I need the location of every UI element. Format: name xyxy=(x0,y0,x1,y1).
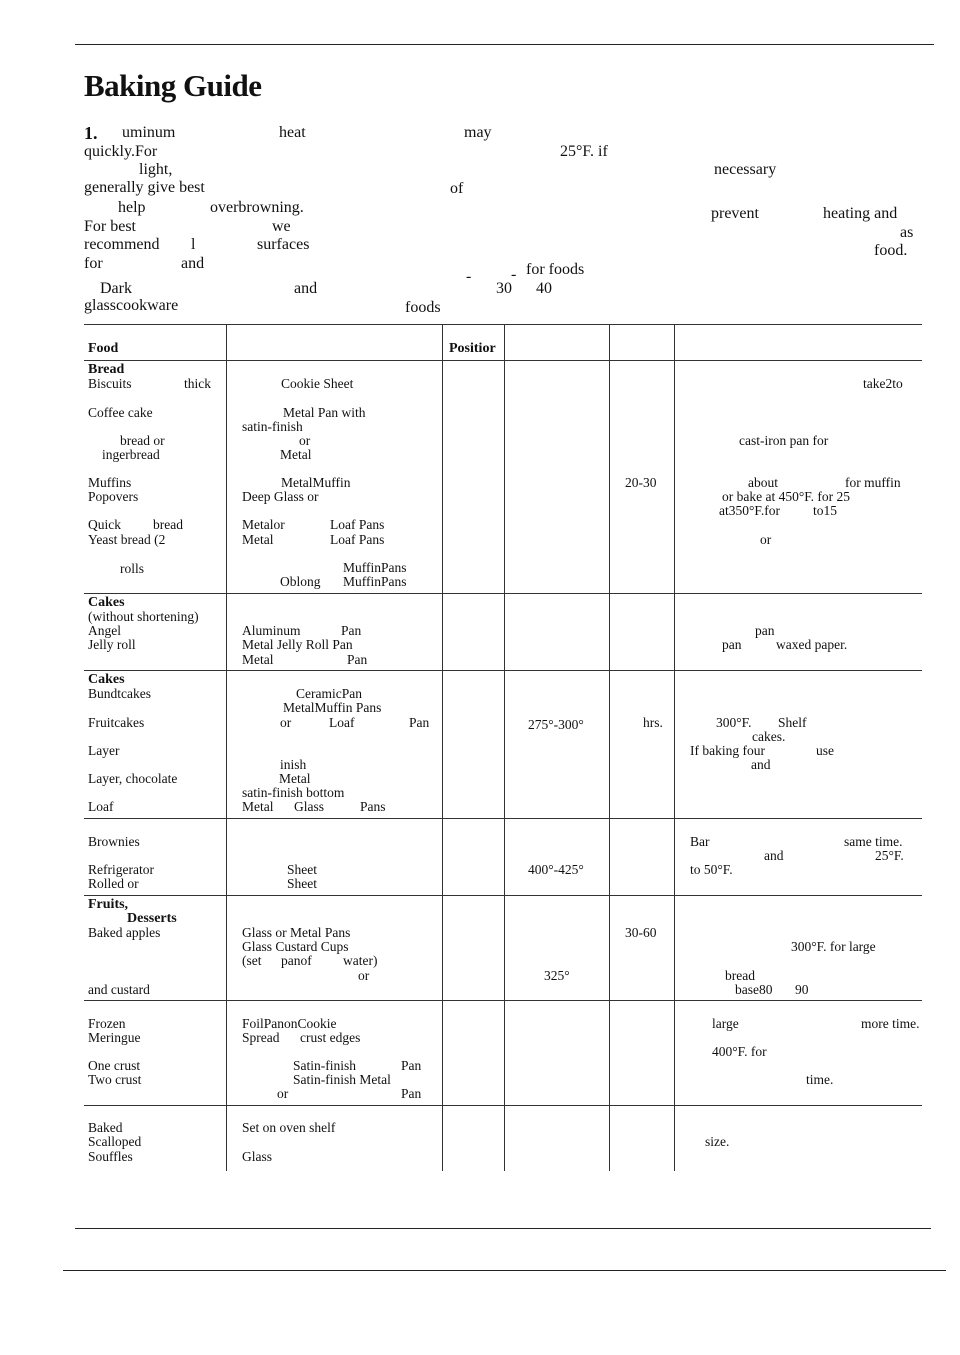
table-cell-text: satin-finish xyxy=(242,419,303,434)
table-cell-text: to 50°F. xyxy=(690,862,733,877)
table-cell-text: pan xyxy=(755,623,775,638)
table-cell-text: Fruits, xyxy=(88,897,129,912)
table-cell-text: Pans xyxy=(360,799,386,814)
table-cell-text: or xyxy=(760,532,772,547)
intro-text-fragment: as xyxy=(900,224,914,241)
table-cell-text: (set xyxy=(242,953,262,968)
table-cell-text: and xyxy=(764,848,784,863)
intro-text-fragment: foods xyxy=(405,299,441,316)
table-cell-text: large xyxy=(712,1016,739,1031)
intro-text-fragment: we xyxy=(272,218,291,235)
intro-text-fragment: light, xyxy=(139,161,173,178)
intro-text-fragment: heat xyxy=(279,124,306,141)
table-cell-text: Cakes xyxy=(88,595,125,610)
table-col-line-3 xyxy=(504,324,505,1171)
table-line-breads xyxy=(84,593,922,594)
table-cell-text: and xyxy=(751,757,771,772)
table-cell-text: pan xyxy=(722,637,742,652)
table-cell-text: 20-30 xyxy=(625,475,657,490)
table-cell-text: waxed paper. xyxy=(776,637,848,652)
table-cell-text: time. xyxy=(806,1072,834,1087)
table-cell-text: cakes. xyxy=(752,729,786,744)
table-cell-text: Glass Custard Cups xyxy=(242,939,349,954)
table-header-line xyxy=(84,360,922,361)
table-cell-text: 275°-300° xyxy=(528,717,584,732)
table-cell-text: Layer xyxy=(88,743,120,758)
intro-text-fragment: 40 xyxy=(536,280,552,297)
intro-text-fragment: 25°F. if xyxy=(560,143,608,160)
intro-text-fragment: for foods xyxy=(526,261,585,278)
table-col-line-2 xyxy=(442,324,443,1171)
table-cell-text: take2to xyxy=(863,376,903,391)
table-cell-text: crust edges xyxy=(300,1030,361,1045)
table-cell-text: Angel xyxy=(88,623,121,638)
table-cell-text: Bar xyxy=(690,834,710,849)
intro-text-fragment: glasscookware xyxy=(84,297,179,314)
table-cell-text: MetalMuffin Pans xyxy=(283,700,382,715)
top-rule xyxy=(75,44,934,45)
intro-text-fragment: generally give best xyxy=(84,179,205,196)
table-cell-text: Satin-finish xyxy=(293,1058,356,1073)
table-col-line-5 xyxy=(674,324,675,1171)
table-cell-text: Meringue xyxy=(88,1030,141,1045)
table-cell-text: Pan xyxy=(409,715,430,730)
table-cell-text: or xyxy=(358,968,370,983)
table-cell-text: Rolled or xyxy=(88,876,139,891)
table-cell-text: MuffinPans xyxy=(343,560,407,575)
table-cell-text: Cookie Sheet xyxy=(281,376,354,391)
table-cell-text: Pan xyxy=(347,652,368,667)
table-cell-text: or xyxy=(280,715,292,730)
table-cell-text: Muffins xyxy=(88,475,132,490)
table-header-cell: Positior xyxy=(449,341,496,356)
intro-text-fragment: 30 xyxy=(496,280,512,297)
table-cell-text: 400°F. for xyxy=(712,1044,767,1059)
table-cell-text: Loaf Pans xyxy=(330,532,385,547)
table-cell-text: Loaf Pans xyxy=(330,517,385,532)
table-cell-text: Brownies xyxy=(88,834,140,849)
table-cell-text: 400°-425° xyxy=(528,862,584,877)
table-cell-text: One crust xyxy=(88,1058,141,1073)
table-cell-text: Desserts xyxy=(127,911,177,926)
table-cell-text: Popovers xyxy=(88,489,139,504)
table-cell-text: size. xyxy=(705,1134,730,1149)
intro-text-fragment: recommend xyxy=(84,236,160,253)
table-cell-text: Baked xyxy=(88,1120,123,1135)
intro-text-fragment: and xyxy=(294,280,318,297)
table-cell-text: thick xyxy=(184,376,211,391)
stray-mark: - xyxy=(466,268,472,285)
table-cell-text: ingerbread xyxy=(102,447,160,462)
table-cell-text: cast-iron pan for xyxy=(739,433,829,448)
intro-text-fragment: quickly.For xyxy=(84,143,158,160)
table-cell-text: to15 xyxy=(813,503,838,518)
page-title: Baking Guide xyxy=(84,68,262,103)
table-cell-text: Biscuits xyxy=(88,376,132,391)
table-cell-text: Deep Glass or xyxy=(242,489,319,504)
table-line-cakes1 xyxy=(84,670,922,671)
table-cell-text: bread xyxy=(725,968,755,983)
stray-mark: - xyxy=(511,266,517,283)
bottom-rule-1 xyxy=(75,1228,931,1229)
table-cell-text: rolls xyxy=(120,561,145,576)
table-cell-text: Metalor xyxy=(242,517,285,532)
table-line-cookies xyxy=(84,895,922,896)
table-cell-text: 25°F. xyxy=(875,848,904,863)
table-line-cakes2 xyxy=(84,818,922,819)
table-cell-text: (without shortening) xyxy=(88,609,199,624)
table-col-line-4 xyxy=(609,324,610,1171)
table-cell-text: Metal xyxy=(242,652,274,667)
table-cell-text: Refrigerator xyxy=(88,862,154,877)
bottom-rule-2 xyxy=(63,1270,946,1271)
table-cell-text: and custard xyxy=(88,982,150,997)
table-cell-text: bread or xyxy=(120,433,165,448)
table-cell-text: 90 xyxy=(795,982,809,997)
table-cell-text: Metal xyxy=(280,447,312,462)
table-cell-text: Oblong xyxy=(280,574,321,589)
table-cell-text: for muffin xyxy=(845,475,901,490)
table-cell-text: Pan xyxy=(401,1058,422,1073)
intro-text-fragment: heating and xyxy=(823,205,898,222)
table-cell-text: about xyxy=(748,475,778,490)
table-cell-text: Quick xyxy=(88,517,121,532)
intro-text-fragment: of xyxy=(450,180,464,197)
table-cell-text: Baked apples xyxy=(88,925,161,940)
table-cell-text: use xyxy=(816,743,834,758)
table-cell-text: water) xyxy=(343,953,378,968)
table-cell-text: Spread xyxy=(242,1030,280,1045)
table-cell-text: MuffinPans xyxy=(343,574,407,589)
table-cell-text: Cakes xyxy=(88,672,125,687)
table-col-line-1 xyxy=(226,324,227,1171)
table-cell-text: 300°F. for large xyxy=(791,939,876,954)
table-cell-text: or bake at 450°F. for 25 xyxy=(722,489,851,504)
table-cell-text: 30-60 xyxy=(625,925,657,940)
table-cell-text: Glass xyxy=(294,799,324,814)
table-cell-text: Bundtcakes xyxy=(88,686,151,701)
table-cell-text: Bread xyxy=(88,362,125,377)
table-cell-text: CeramicPan xyxy=(296,686,362,701)
table-cell-text: satin-finish bottom xyxy=(242,785,345,800)
table-cell-text: or xyxy=(299,433,311,448)
intro-text-fragment: help xyxy=(118,199,146,216)
intro-text-fragment: Dark xyxy=(100,280,132,297)
table-cell-text: Metal xyxy=(242,799,274,814)
table-cell-text: Glass or Metal Pans xyxy=(242,925,351,940)
table-cell-text: Pan xyxy=(341,623,362,638)
table-cell-text: Jelly roll xyxy=(88,637,136,652)
table-cell-text: at350°F.for xyxy=(719,503,780,518)
intro-text-fragment: for xyxy=(84,255,103,272)
intro-text-fragment: surfaces xyxy=(257,236,310,253)
table-cell-text: Sheet xyxy=(287,862,317,877)
intro-text-fragment: necessary xyxy=(714,161,777,178)
table-cell-text: Yeast bread (2 xyxy=(88,532,166,547)
intro-text-fragment: prevent xyxy=(711,205,759,222)
table-cell-text: more time. xyxy=(861,1016,920,1031)
table-cell-text: Layer, chocolate xyxy=(88,771,178,786)
table-cell-text: Set on oven shelf xyxy=(242,1120,336,1135)
table-cell-text: Loaf xyxy=(329,715,355,730)
table-cell-text: panof xyxy=(281,953,312,968)
intro-text-fragment: For best xyxy=(84,218,136,235)
table-cell-text: bread xyxy=(153,517,183,532)
table-cell-text: Frozen xyxy=(88,1016,126,1031)
table-cell-text: same time. xyxy=(844,834,903,849)
table-cell-text: Satin-finish Metal xyxy=(293,1072,391,1087)
intro-text-fragment: overbrowning. xyxy=(210,199,304,216)
intro-text-fragment: 1. xyxy=(84,123,98,143)
intro-text-fragment: and xyxy=(181,255,205,272)
table-cell-text: Two crust xyxy=(88,1072,142,1087)
intro-text-fragment: food. xyxy=(874,242,908,259)
table-cell-text: Pan xyxy=(401,1086,422,1101)
table-cell-text: 300°F. xyxy=(716,715,752,730)
table-cell-text: Shelf xyxy=(778,715,807,730)
intro-text-fragment: may xyxy=(464,124,492,141)
table-line-fruits xyxy=(84,1000,922,1001)
table-header-cell: Food xyxy=(88,341,119,356)
table-cell-text: FoilPanonCookie xyxy=(242,1016,337,1031)
table-line-pies xyxy=(84,1105,922,1106)
table-cell-text: Loaf xyxy=(88,799,114,814)
table-cell-text: If baking four xyxy=(690,743,765,758)
table-cell-text: Souffles xyxy=(88,1149,133,1164)
table-cell-text: Aluminum xyxy=(242,623,301,638)
table-cell-text: Fruitcakes xyxy=(88,715,145,730)
table-cell-text: or xyxy=(277,1086,289,1101)
table-cell-text: MetalMuffin xyxy=(281,475,351,490)
table-cell-text: Scalloped xyxy=(88,1134,142,1149)
table-cell-text: 325° xyxy=(544,968,570,983)
table-cell-text: Metal xyxy=(242,532,274,547)
table-top-line xyxy=(84,324,922,325)
table-cell-text: Metal Pan with xyxy=(283,405,366,420)
table-cell-text: inish xyxy=(280,757,307,772)
table-cell-text: Glass xyxy=(242,1149,272,1164)
table-cell-text: Metal xyxy=(279,771,311,786)
intro-text-fragment: uminum xyxy=(122,124,176,141)
intro-text-fragment: l xyxy=(191,236,196,253)
table-cell-text: hrs. xyxy=(643,715,663,730)
table-cell-text: Coffee cake xyxy=(88,405,153,420)
table-cell-text: Sheet xyxy=(287,876,317,891)
table-cell-text: base80 xyxy=(735,982,773,997)
table-cell-text: Metal Jelly Roll Pan xyxy=(242,637,353,652)
